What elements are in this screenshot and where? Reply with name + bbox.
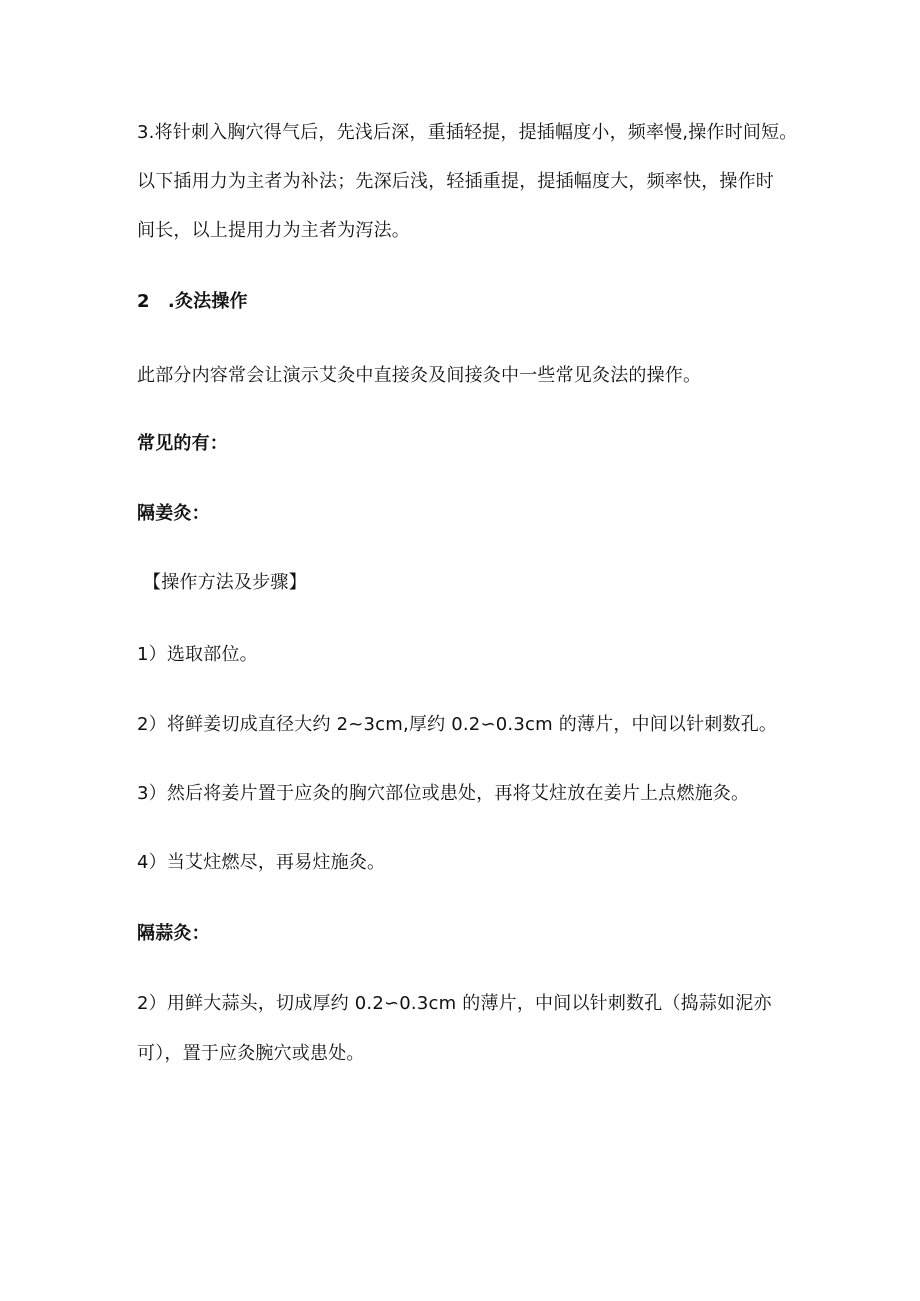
intro-paragraph: 此部分内容常会让演示艾灸中直接灸及间接灸中一些常见灸法的操作。: [137, 365, 702, 386]
paragraph-line: 间长，以上提用力为主者为泻法。: [137, 220, 410, 241]
section-heading: 2 .灸法操作: [137, 291, 248, 312]
common-heading: 常见的有：: [137, 433, 228, 454]
garlic-step-line: 可），置于应灸腕穴或患处。: [137, 1043, 365, 1064]
garlic-step-line: 2）用鲜大蒜头，切成厚约 0.2∽0.3cm 的薄片，中间以针刺数孔（捣蒜如泥亦: [137, 993, 772, 1014]
ginger-step: 1）选取部位。: [137, 644, 258, 665]
garlic-heading: 隔蒜灸：: [137, 923, 210, 944]
ginger-step: 2）将鲜姜切成直径大约 2~3cm,厚约 0.2∽0.3cm 的薄片，中间以针刺数孔。: [137, 714, 778, 735]
paragraph-line: 3.将针刺入胸穴得气后，先浅后深，重插轻提，提插幅度小，频率慢,操作时间短。: [137, 122, 798, 143]
paragraph-line: 以下插用力为主者为补法；先深后浅，轻插重提，提插幅度大，频率快，操作时: [137, 171, 774, 192]
ginger-step: 3）然后将姜片置于应灸的胸穴部位或患处，再将艾炷放在姜片上点燃施灸。: [137, 783, 750, 804]
ginger-step: 4）当艾炷燃尽，再易炷施灸。: [137, 852, 386, 873]
ginger-heading: 隔姜灸：: [137, 503, 210, 524]
method-label: 【操作方法及步骤】: [143, 572, 307, 593]
